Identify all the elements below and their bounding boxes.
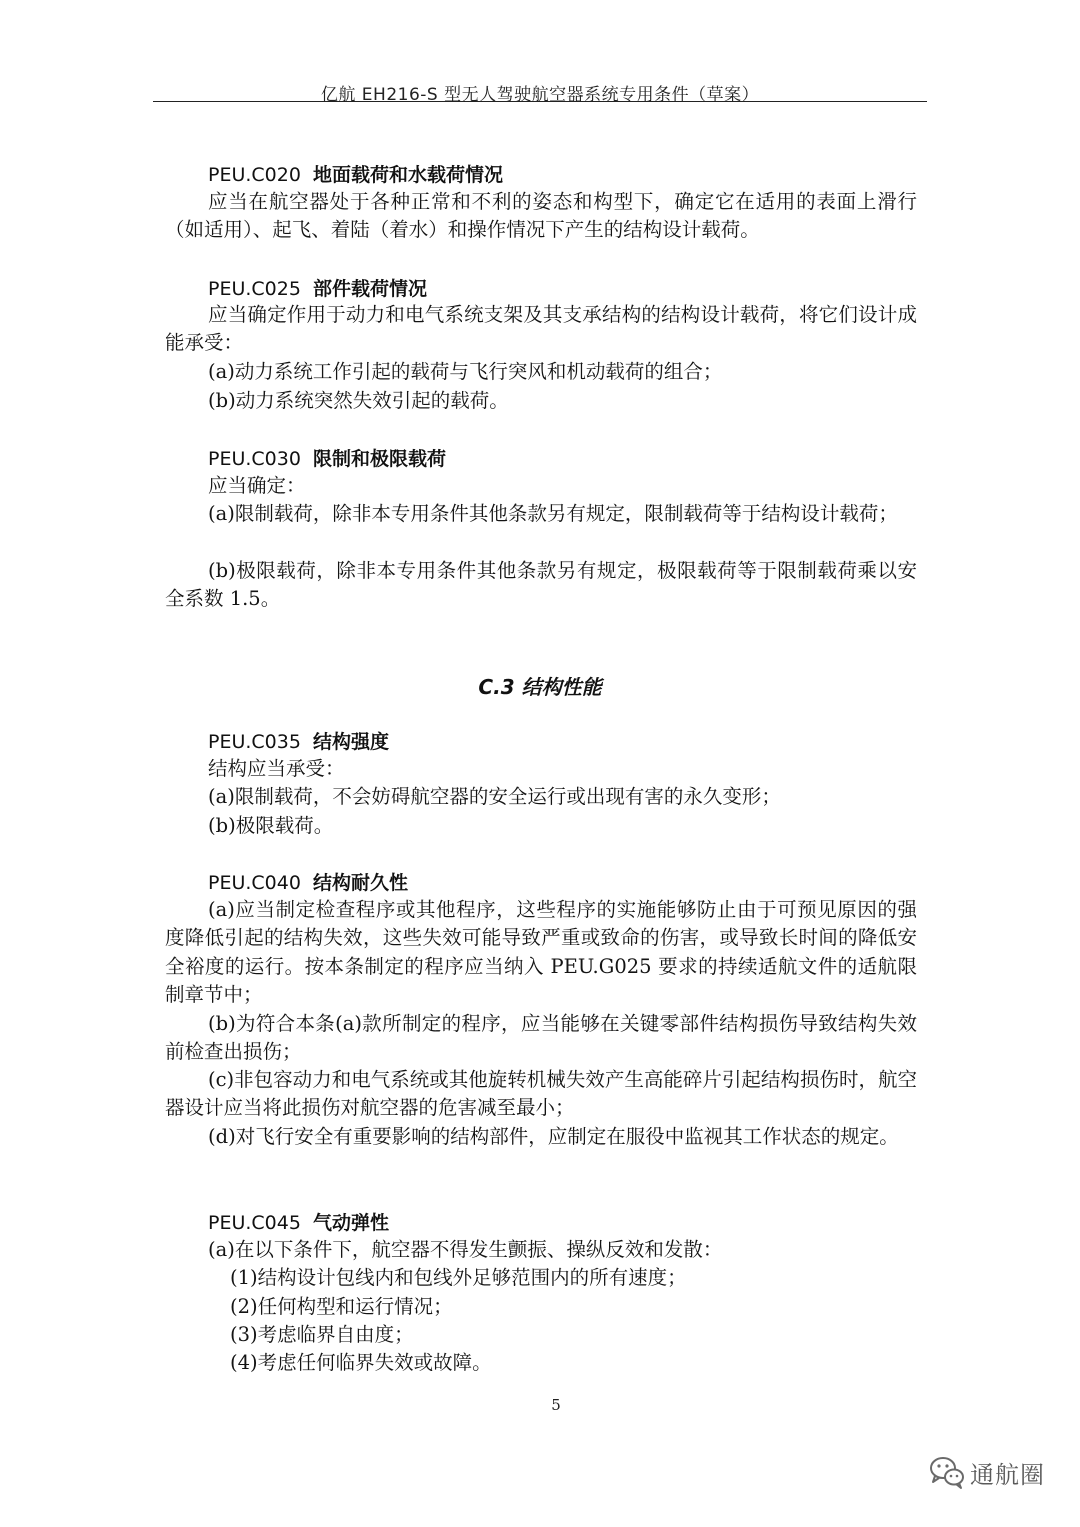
heading-code: PEU.C045 bbox=[208, 1212, 301, 1234]
heading-title: 气动弹性 bbox=[312, 1212, 389, 1234]
heading-code: PEU.C035 bbox=[208, 731, 301, 753]
clause-b: (b)动力系统突然失效引起的载荷。 bbox=[208, 389, 509, 412]
clause-a: (a)限制载荷，除非本专用条件其他条款另有规定，限制载荷等于结构设计载荷； bbox=[208, 502, 898, 525]
heading-code: PEU.C020 bbox=[208, 164, 301, 186]
heading-code: PEU.C025 bbox=[208, 278, 301, 300]
heading-title: 限制和极限载荷 bbox=[312, 448, 446, 470]
clause-a: (a)在以下条件下，航空器不得发生颤振、操纵反效和发散： bbox=[208, 1238, 723, 1261]
page-number: 5 bbox=[551, 1396, 561, 1414]
paragraph: 应当确定作用于动力和电气系统支架及其支承结构的结构设计载荷，将它们设计成能承受： bbox=[165, 303, 917, 355]
heading-c045 bbox=[208, 1208, 389, 1235]
header-rule bbox=[153, 101, 927, 102]
clause-a: (a)应当制定检查程序或其他程序，这些程序的实施能够防止由于可预见原因的强度降低引起的结构失效，这些失效可能导致严重或致命的伤害，或导致长时间的降低安全裕度的运行。按本条制定的程序应当纳入 PEU.G025 要求的持续适航文件的适航限制章节中； bbox=[165, 898, 917, 1006]
clause-b: (b)极限载荷。 bbox=[208, 814, 334, 837]
paragraph: 应当在航空器处于各种正常和不利的姿态和构型下，确定它在适用的表面上滑行（如适用）、起飞、着陆（着水）和操作情况下产生的结构设计载荷。 bbox=[165, 190, 917, 242]
clause-d: (d)对飞行安全有重要影响的结构部件，应制定在服役中监视其工作状态的规定。 bbox=[208, 1125, 899, 1148]
wechat-icon bbox=[928, 1454, 966, 1490]
sub-item-3: (3)考虑临界自由度； bbox=[230, 1323, 414, 1346]
heading-code: PEU.C030 bbox=[208, 448, 301, 470]
heading-code: PEU.C040 bbox=[208, 872, 301, 894]
clause-b: (b)为符合本条(a)款所制定的程序，应当能够在关键零部件结构损伤导致结构失效前检查出损伤； bbox=[165, 1012, 917, 1064]
heading-c025 bbox=[208, 274, 427, 301]
heading-title: 结构强度 bbox=[312, 731, 389, 753]
heading-c040 bbox=[208, 868, 408, 895]
watermark-text: 通航圈 bbox=[970, 1460, 1045, 1489]
heading-c035 bbox=[208, 727, 389, 754]
sub-item-1: (1)结构设计包线内和包线外足够范围内的所有速度； bbox=[230, 1266, 687, 1289]
paragraph: 应当确定： bbox=[208, 474, 306, 497]
paragraph: 结构应当承受： bbox=[208, 757, 345, 780]
sub-item-2: (2)任何构型和运行情况； bbox=[230, 1295, 453, 1318]
heading-title: 部件载荷情况 bbox=[312, 278, 427, 300]
clause-b: (b)极限载荷，除非本专用条件其他条款另有规定，极限载荷等于限制载荷乘以安全系数 1.5。 bbox=[165, 559, 917, 611]
heading-title: 结构耐久性 bbox=[312, 872, 408, 894]
clause-c: (c)非包容动力和电气系统或其他旋转机械失效产生高能碎片引起结构损伤时，航空器设计应当将此损伤对航空器的危害减至最小； bbox=[165, 1068, 917, 1120]
watermark bbox=[928, 1452, 1045, 1492]
clause-a: (a)动力系统工作引起的载荷与飞行突风和机动载荷的组合； bbox=[208, 360, 723, 383]
heading-c030 bbox=[208, 444, 446, 471]
section-title: C.3 结构性能 bbox=[478, 675, 602, 699]
heading-c020 bbox=[208, 160, 503, 187]
clause-a: (a)限制载荷，不会妨碍航空器的安全运行或出现有害的永久变形； bbox=[208, 785, 781, 808]
sub-item-4: (4)考虑任何临界失效或故障。 bbox=[230, 1351, 492, 1374]
heading-title: 地面载荷和水载荷情况 bbox=[312, 164, 503, 186]
header-title: 亿航 EH216-S 型无人驾驶航空器系统专用条件（草案） bbox=[320, 85, 760, 105]
